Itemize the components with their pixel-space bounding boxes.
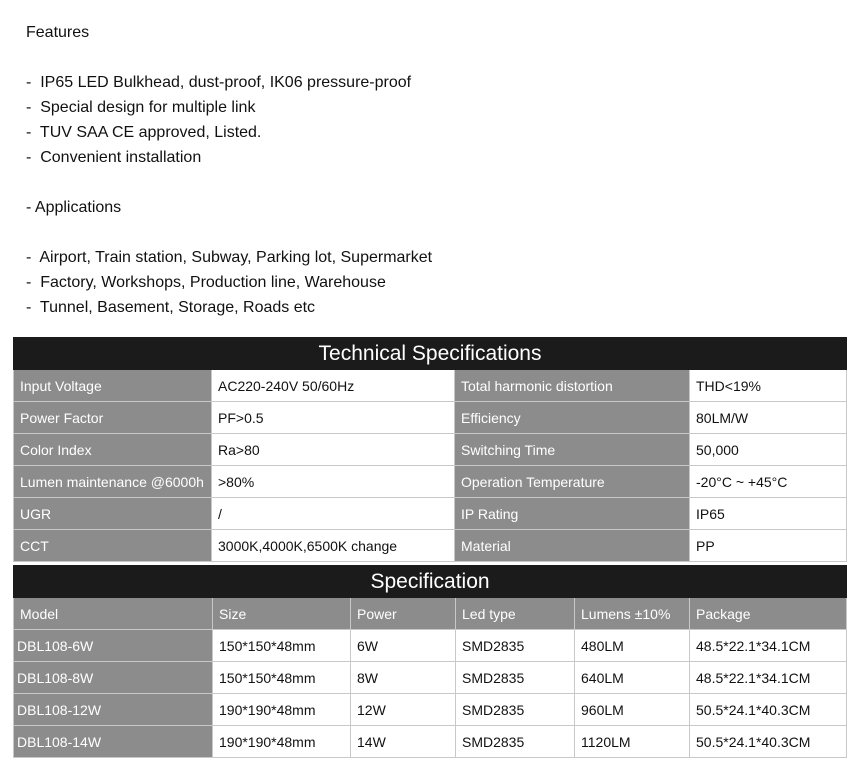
feature-item: - IP65 LED Bulkhead, dust-proof, IK06 pressure-proof: [26, 74, 412, 91]
spec-value: Ra>80: [212, 434, 455, 466]
application-item: - Factory, Workshops, Production line, Warehouse: [26, 274, 386, 291]
features-heading: Features: [26, 24, 90, 41]
table-cell: 50.5*24.1*40.3CM: [690, 694, 847, 726]
spec-label: Operation Temperature: [455, 466, 690, 498]
table-cell: 150*150*48mm: [213, 662, 351, 694]
model-cell: DBL108-8W: [14, 662, 213, 694]
spec-value: PP: [690, 530, 847, 562]
spec-value: IP65: [690, 498, 847, 530]
spec-label: Color Index: [14, 434, 212, 466]
table-cell: 14W: [351, 726, 456, 758]
spec-value: /: [212, 498, 455, 530]
table-cell: 12W: [351, 694, 456, 726]
table-row: [14, 434, 847, 466]
table-cell: 190*190*48mm: [213, 694, 351, 726]
spec-label: Power Factor: [14, 402, 212, 434]
table-row: [14, 726, 847, 758]
table-cell: 48.5*22.1*34.1CM: [690, 662, 847, 694]
column-header: Lumens ±10%: [575, 598, 690, 630]
table-cell: 6W: [351, 630, 456, 662]
spec-label: CCT: [14, 530, 212, 562]
table-cell: 640LM: [575, 662, 690, 694]
table-cell: 190*190*48mm: [213, 726, 351, 758]
table-row: [14, 694, 847, 726]
table-row: [14, 402, 847, 434]
column-header: Size: [213, 598, 351, 630]
spec-label: UGR: [14, 498, 212, 530]
spec-value: 80LM/W: [690, 402, 847, 434]
technical-specifications-table: [13, 337, 847, 562]
spec-label: IP Rating: [455, 498, 690, 530]
feature-item: - Convenient installation: [26, 149, 202, 166]
table-cell: 960LM: [575, 694, 690, 726]
spec-value: -20°C ~ +45°C: [690, 466, 847, 498]
feature-item: - Special design for multiple link: [26, 99, 256, 116]
table-row: [14, 498, 847, 530]
model-cell: DBL108-6W: [14, 630, 213, 662]
table-row: [14, 466, 847, 498]
table-header-row: [14, 598, 847, 630]
spec-value: 50,000: [690, 434, 847, 466]
spec-label: Lumen maintenance @6000h: [14, 466, 212, 498]
column-header: Power: [351, 598, 456, 630]
application-item: - Tunnel, Basement, Storage, Roads etc: [26, 299, 316, 316]
table-cell: 480LM: [575, 630, 690, 662]
spec-label: Material: [455, 530, 690, 562]
column-header: Model: [14, 598, 213, 630]
applications-heading: - Applications: [26, 199, 122, 216]
model-cell: DBL108-12W: [14, 694, 213, 726]
table-cell: 150*150*48mm: [213, 630, 351, 662]
table-row: [14, 662, 847, 694]
tech-specs-title: Technical Specifications: [14, 338, 847, 370]
spec-value: THD<19%: [690, 370, 847, 402]
specification-table: [13, 565, 847, 758]
table-cell: 8W: [351, 662, 456, 694]
column-header: Package: [690, 598, 847, 630]
spec-label: Switching Time: [455, 434, 690, 466]
table-cell: SMD2835: [456, 630, 575, 662]
table-row: [14, 530, 847, 562]
spec-label: Input Voltage: [14, 370, 212, 402]
table-row: [14, 370, 847, 402]
feature-item: - TUV SAA CE approved, Listed.: [26, 124, 262, 141]
application-item: - Airport, Train station, Subway, Parking lot, Supermarket: [26, 249, 433, 266]
spec-value: 3000K,4000K,6500K change: [212, 530, 455, 562]
spec-label: Efficiency: [455, 402, 690, 434]
specification-title: Specification: [14, 566, 847, 598]
table-cell: SMD2835: [456, 662, 575, 694]
table-cell: 1120LM: [575, 726, 690, 758]
column-header: Led type: [456, 598, 575, 630]
spec-value: AC220-240V 50/60Hz: [212, 370, 455, 402]
spec-value: >80%: [212, 466, 455, 498]
table-cell: SMD2835: [456, 726, 575, 758]
table-cell: 48.5*22.1*34.1CM: [690, 630, 847, 662]
table-cell: SMD2835: [456, 694, 575, 726]
spec-value: PF>0.5: [212, 402, 455, 434]
spec-label: Total harmonic distortion: [455, 370, 690, 402]
model-cell: DBL108-14W: [14, 726, 213, 758]
table-cell: 50.5*24.1*40.3CM: [690, 726, 847, 758]
features-section: [26, 20, 432, 320]
table-row: [14, 630, 847, 662]
